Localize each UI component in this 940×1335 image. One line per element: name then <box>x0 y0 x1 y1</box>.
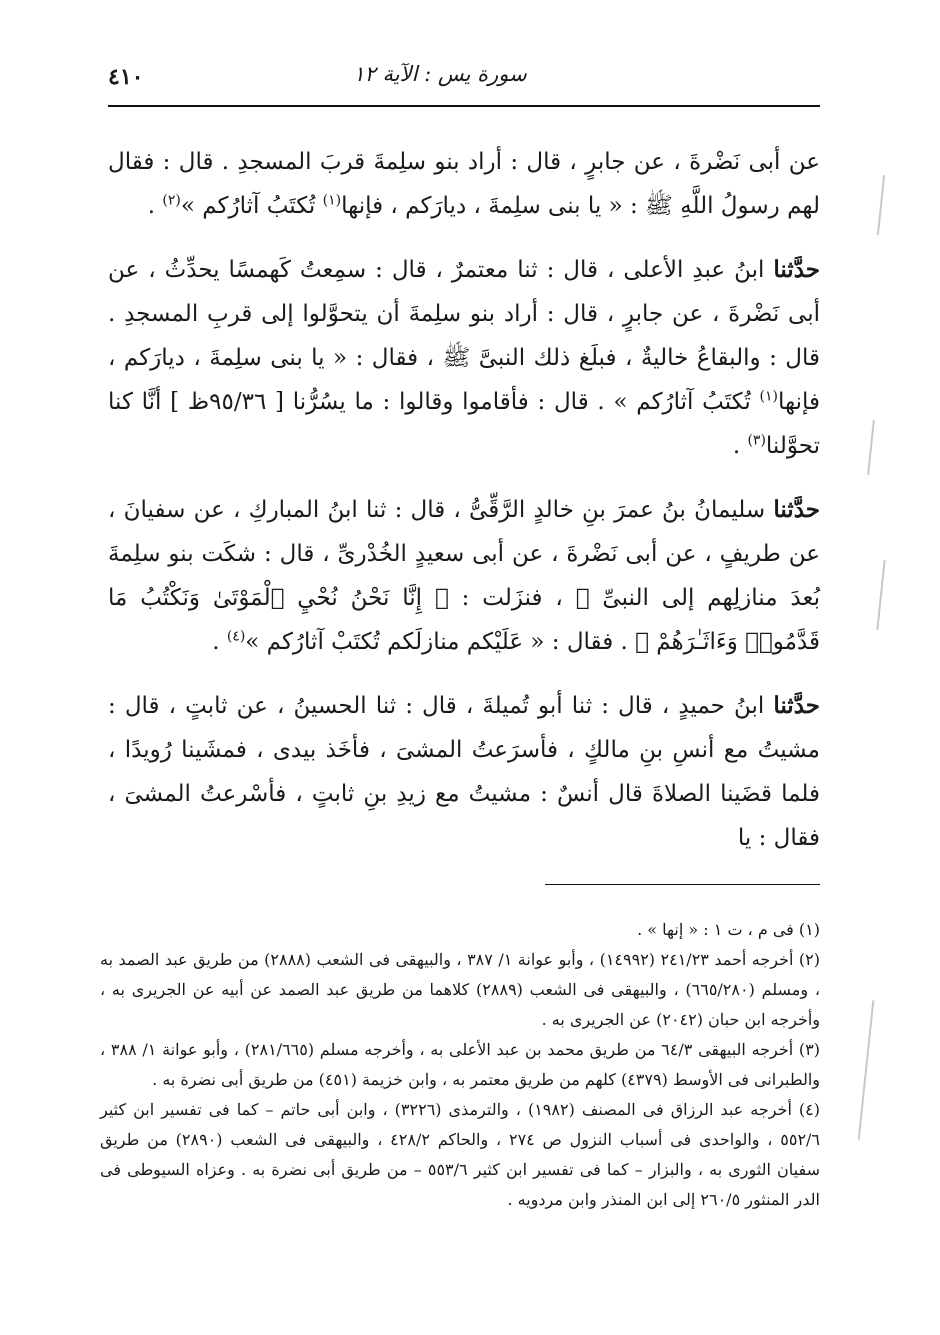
paragraph-text: عن أبى نَضْرةَ ، عن جابرٍ ، قال : أراد بنو سلِمةَ قربَ المسجدِ . قال : فقال لهم رسولُ اللَّهِ ﷺ : « يا بنى سلِمةَ ، ديارَكم ، فإنها <box>108 149 820 219</box>
paragraph-lead: حدَّثنا <box>773 692 820 719</box>
paragraph-3 <box>108 488 820 664</box>
paragraph-text: تُكتَبُ آثارُكم » . قال : فأقاموا وقالوا : ما يسُرُّنا [ ٩٥/٣٦ظ ] أنَّا كنا تحوَّلنا <box>108 389 820 459</box>
footnote-ref: (٤) <box>226 628 246 645</box>
page-number: ٤١٠ <box>108 64 144 90</box>
footnote-2: (٢) أخرجه أحمد ٢٤١/٢٣ (١٤٩٩٢) ، وأبو عوانة ١/ ٣٨٧ ، والبيهقى فى الشعب (٢٨٨٨) من طريق عبد الصمد به ، ومسلم (٦٦٥/٢٨٠) ، والبيهقى فى الشعب (٢٨٨٩) كلاهما من طريق عبد الصمد عن أبيه عن الجريرى به ، وأخرجه ابن حبان (٢٠٤٢) عن الجريرى به . <box>100 950 821 1029</box>
main-text <box>108 140 820 880</box>
header-rule <box>108 105 820 107</box>
paragraph-2 <box>108 248 820 468</box>
paragraph-lead: حدَّثنا <box>773 496 820 523</box>
margin-mark <box>867 420 875 475</box>
footnotes <box>100 915 820 1215</box>
footnote-ref: (٢) <box>162 192 181 209</box>
paragraph-text: ابنُ عبدِ الأعلى ، قال : ثنا معتمرٌ ، قال : سمِعتُ كَهمسًا يحدِّثُ ، عن أبى نَضْرةَ ، عن جابرٍ ، قال : أراد بنو سلِمةَ أن يتحوَّلوا إلى قربِ المسجدِ . قال : والبقاعُ خاليةٌ ، فبلَغ ذلك النبىَّ ﷺ ، فقال : « يا بنى سلِمةَ ، ديارَكم ، فإنها <box>108 257 821 415</box>
paragraph-text: تُكتَبُ آثارُكم » <box>180 193 323 219</box>
paragraph-4 <box>108 684 820 860</box>
footnote-1: (١) فى م ، ت ١ : « إنها » . <box>637 920 820 939</box>
paragraph-text: . <box>732 433 748 459</box>
margin-mark <box>876 560 885 630</box>
footnote-4: (٤) أخرجه عبد الرزاق فى المصنف (١٩٨٢) ، والترمذى (٣٢٢٦) ، وابن أبى حاتم – كما فى تفسير ابن كثير ٥٥٢/٦ ، والواحدى فى أسباب النزول ص ٢٧٤ ، والحاكم ٤٢٨/٢ ، والبيهقى فى الشعب (٢٨٩٠) من طريق سفيان الثورى به ، والبزار – كما فى تفسير ابن كثير ٥٥٣/٦ – من طريق أبى نضرة به . وعزاه السيوطى فى الدر المنثور ٢٦٠/٥ إلى ابن المنذر وابن مردويه . <box>100 1100 821 1209</box>
paragraph-1 <box>108 140 820 228</box>
footnote-separator <box>545 884 820 885</box>
footnote-ref: (٣) <box>747 432 766 449</box>
footnote-ref: (١) <box>322 192 342 209</box>
margin-mark <box>858 1000 875 1139</box>
running-head: سورة يس : الآية ١٢ <box>353 62 527 86</box>
footnote-ref: (١) <box>759 388 778 405</box>
footnote-3: (٣) أخرجه البيهقى ٦٤/٣ من طريق محمد بن عبد الأعلى به ، وأخرجه مسلم (٢٨١/٦٦٥) ، وأبو عوانة ١/ ٣٨٨ ، والطبرانى فى الأوسط (٤٣٧٩) كلهم من طريق معتمر به ، وابن خزيمة (٤٥١) من طريق أبى نضرة به . <box>100 1040 821 1089</box>
paragraph-text: . <box>147 193 163 219</box>
paragraph-text: ابنُ حميدٍ ، قال : ثنا أبو تُميلةَ ، قال : ثنا الحسينُ ، عن ثابتٍ ، قال : مشيتُ مع أنسِ بنِ مالكٍ ، فأسرَعتُ المشىَ ، فأخَذ بيدى ، فمشَينا رُويدًا ، فلما قضَينا الصلاةَ قال أنسٌ : مشيتُ مع زيدِ بنِ ثابتٍ ، فأسْرعتُ المشىَ ، فقال : يا <box>108 693 820 851</box>
paragraph-text: سليمانُ بنُ عمرَ بنِ خالدٍ الرَّقِّىُّ ، قال : ثنا ابنُ المباركِ ، عن سفيانَ ، عن طريفٍ ، عن أبى نَضْرةَ ، عن أبى سعيدٍ الخُدْرىِّ ، قال : شكَت بنو سلِمةَ بُعدَ منازلِهم إلى النبىِّ ﷺ ، فنزَلت : ﴿ إِنَّا نَحْنُ نُحْيِ ٱلْمَوْتَىٰ وَنَكْتُبُ مَا قَدَّمُوا۟ وَءَاثَـٰرَهُمْ ﴾ . فقال : « عَلَيْكم منازلَكم تُكتَبْ آثارُكم » <box>108 497 820 655</box>
paragraph-lead: حدَّثنا <box>773 256 820 283</box>
margin-mark <box>877 175 885 235</box>
paragraph-text: . <box>212 629 227 655</box>
